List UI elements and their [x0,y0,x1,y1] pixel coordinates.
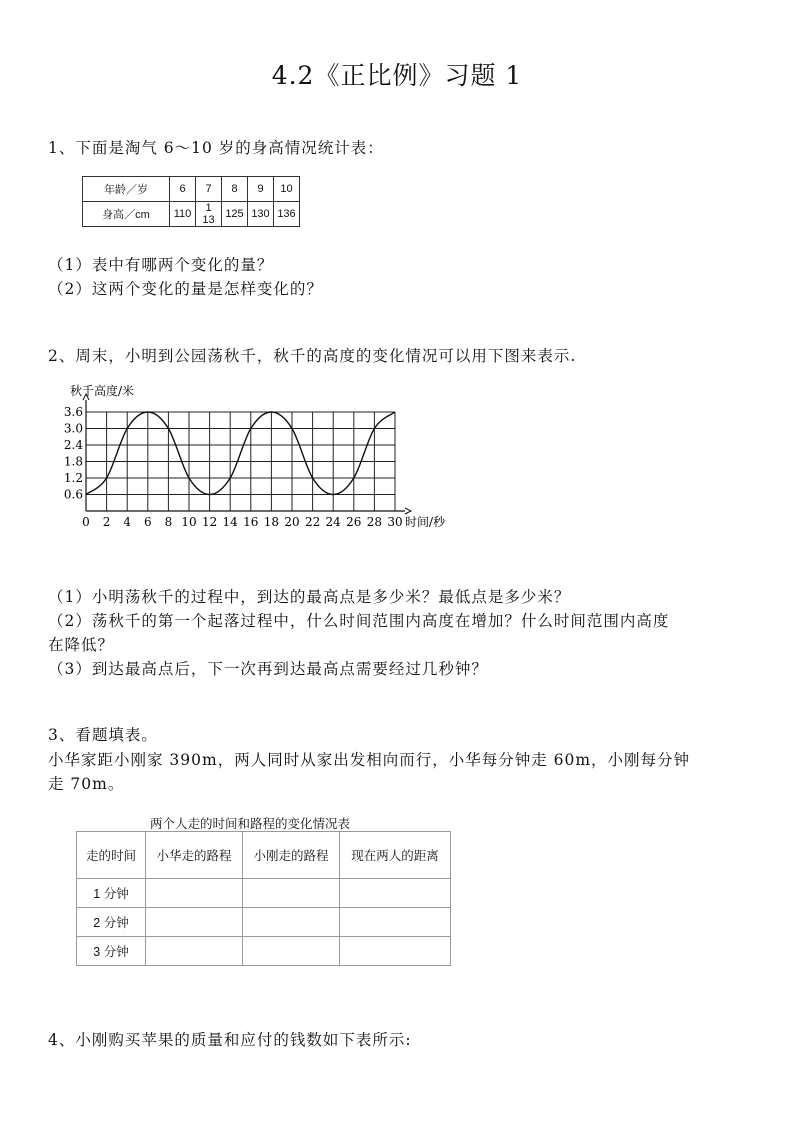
x-axis-label: 时间/秒 [405,515,446,529]
answer-cell[interactable] [243,879,340,908]
table-row [83,177,300,202]
answer-cell[interactable] [340,908,451,937]
answer-cell[interactable] [243,908,340,937]
x-tick-label: 12 [201,515,218,529]
question-3-text: 小华家距小刚家 390m，两人同时从家出发相向而行，小华每分钟走 60m，小刚每分钟 [48,751,691,769]
table-cell: 7 [196,177,222,202]
page-title: 4.2《正比例》习题 1 [271,61,523,90]
table-caption: 两个人走的时间和路程的变化情况表 [150,817,351,831]
table-cell: 110 [170,202,196,227]
x-tick-label: 24 [325,515,341,529]
question-3-heading: 3、看题填表。 [48,726,158,744]
y-axis-label: 秋千高度/米 [70,384,135,398]
table-row [77,937,451,966]
x-tick-label: 20 [284,515,300,529]
y-tick-label: 2.4 [63,438,83,452]
column-header: 小华走的路程 [146,832,243,879]
y-tick-label: 1.8 [63,454,83,469]
answer-cell[interactable] [340,937,451,966]
table-cell: 10 [274,177,300,202]
x-tick-label: 14 [222,515,238,529]
y-tick-label: 3.6 [63,405,83,419]
table-cell: 130 [248,202,274,227]
distance-table [76,831,451,966]
row-label: 1 分钟 [77,879,146,908]
swing-height-chart [60,376,480,534]
answer-cell[interactable] [146,908,243,937]
answer-cell[interactable] [146,937,243,966]
x-axis-arrow [405,508,411,514]
answer-cell[interactable] [146,879,243,908]
x-tick-label: 2 [102,515,111,529]
question-2-sub2-cont: 在降低？ [48,636,115,654]
question-2-sub1: （1）小明荡秋千的过程中，到达的最高点是多少米？最低点是多少米？ [48,588,571,606]
x-tick-label: 18 [263,515,280,529]
question-1-sub1: （1）表中有哪两个变化的量？ [48,256,274,274]
column-header: 走的时间 [77,832,146,879]
question-2-sub2: （2）荡秋千的第一个起落过程中，什么时间范围内高度在增加？什么时间范围内高度 [48,612,670,630]
answer-cell[interactable] [243,937,340,966]
column-header: 现在两人的距离 [340,832,451,879]
table-cell: 125 [222,202,248,227]
table-row [83,202,300,227]
x-tick-label: 8 [164,515,173,529]
table-cell: 8 [222,177,248,202]
table-cell: 身高／cm [83,202,170,227]
question-2-sub3: （3）到达最高点后，下一次再到达最高点需要经过几秒钟？ [48,660,488,678]
table-cell: 年龄／岁 [83,177,170,202]
x-tick-label: 4 [123,515,132,529]
x-tick-label: 22 [304,515,321,529]
table-header-row [77,832,451,879]
y-tick-label: 3.0 [63,421,83,436]
question-1-sub2: （2）这两个变化的量是怎样变化的？ [48,280,323,298]
y-tick-label: 1.2 [63,471,83,485]
question-4-prompt: 4、小刚购买苹果的质量和应付的钱数如下表所示: [48,1031,412,1049]
table-cell: 1 13 [196,202,222,227]
height-table [82,176,300,227]
x-tick-label: 28 [366,515,383,529]
question-2-prompt: 2、周末，小明到公园荡秋千，秋千的高度的变化情况可以用下图来表示. [48,347,577,365]
column-header: 小刚走的路程 [243,832,340,879]
answer-cell[interactable] [340,879,451,908]
series-line [86,412,395,495]
table-row [77,908,451,937]
table-row [77,879,451,908]
x-tick-label: 16 [243,515,259,529]
table-cell: 9 [248,177,274,202]
table-cell: 6 [170,177,196,202]
y-tick-label: 0.6 [63,487,83,502]
x-tick-label: 10 [181,515,197,529]
x-tick-label: 6 [143,515,152,529]
x-tick-label: 26 [346,515,362,529]
table-cell: 136 [274,202,300,227]
x-tick-label: 30 [387,515,403,529]
x-tick-label: 0 [82,515,90,529]
question-1-prompt: 1、下面是淘气 6～10 岁的身高情况统计表： [48,139,384,157]
row-label: 3 分钟 [77,937,146,966]
row-label: 2 分钟 [77,908,146,937]
question-3-text-cont: 走 70m。 [48,775,125,793]
